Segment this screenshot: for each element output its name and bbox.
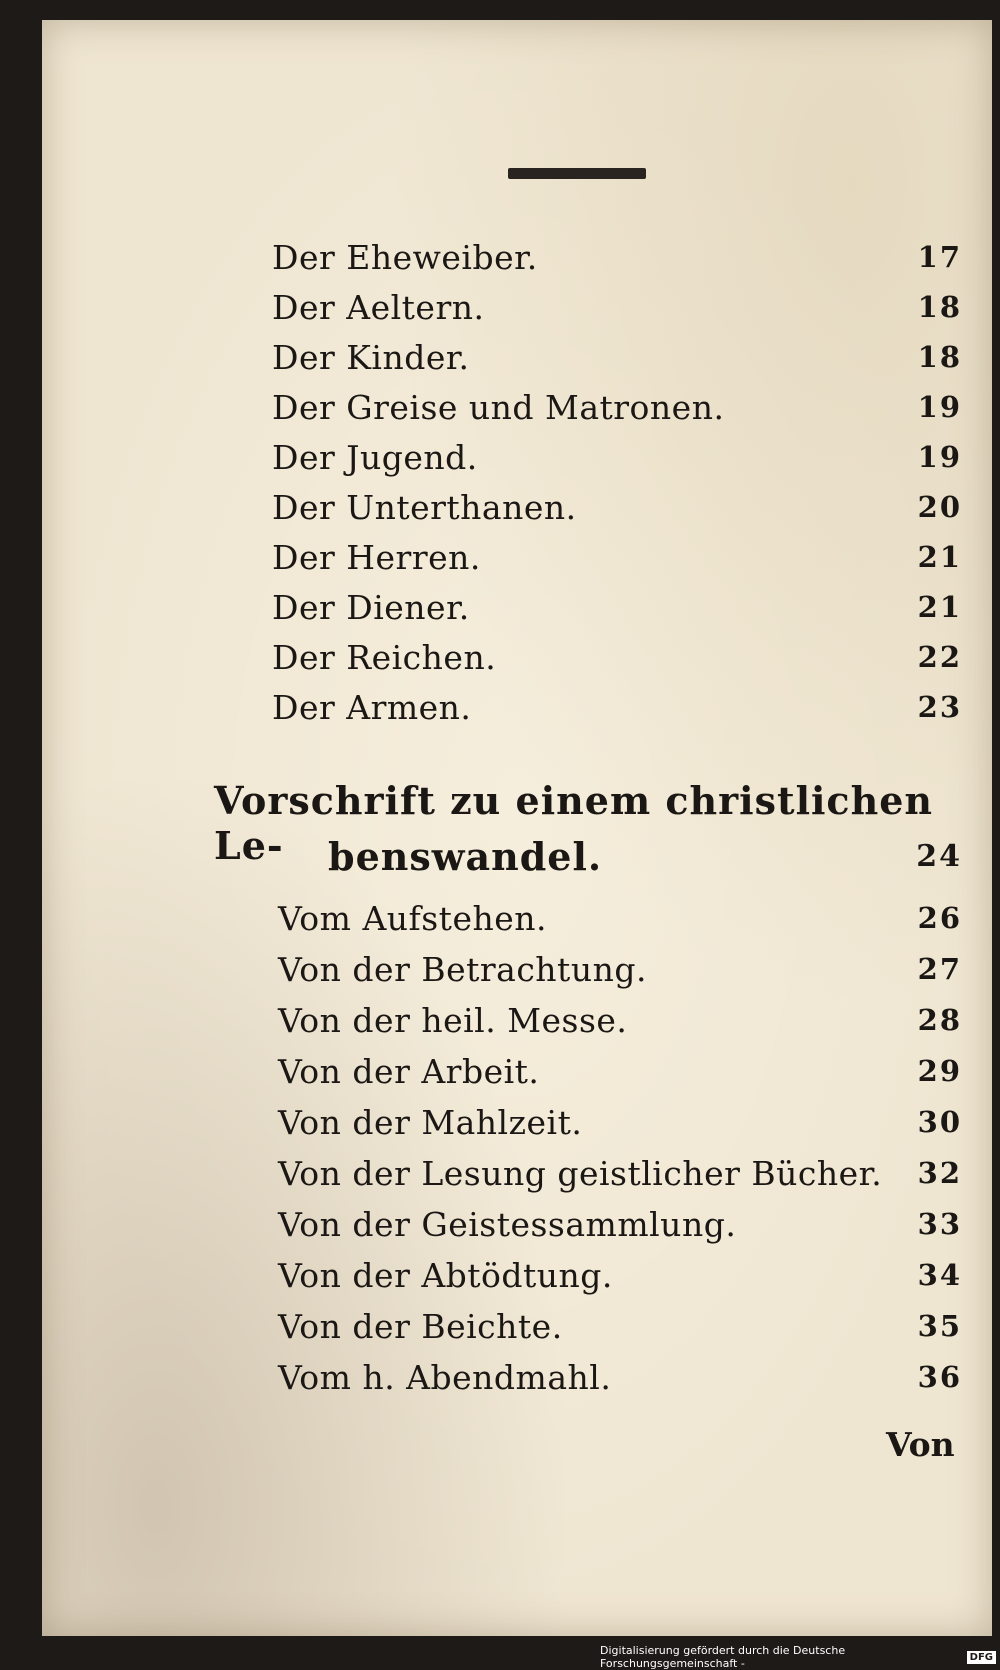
toc-entry xyxy=(278,1200,962,1248)
toc-entry-page: 19 xyxy=(917,440,962,474)
section-heading-line2: benswandel. xyxy=(328,833,603,879)
toc-entry-label: Der Unterthanen. xyxy=(272,487,577,527)
toc-entry xyxy=(278,1047,962,1095)
toc-entry-label: Von der Abtödtung. xyxy=(278,1255,613,1295)
toc-entry-label: Der Kinder. xyxy=(272,337,470,377)
toc-entry-page: 28 xyxy=(917,1003,962,1037)
toc-entry xyxy=(272,433,962,481)
toc-entry-page: 35 xyxy=(917,1309,962,1343)
toc-entry xyxy=(272,333,962,381)
toc-entry-page: 33 xyxy=(917,1207,962,1241)
toc-entry-page: 17 xyxy=(917,240,962,274)
toc-entry xyxy=(272,383,962,431)
toc-entry xyxy=(278,1098,962,1146)
toc-entry-page: 20 xyxy=(917,490,962,524)
toc-entry-label: Der Aeltern. xyxy=(272,287,485,327)
toc-entry-label: Von der Lesung geistlicher Bücher. xyxy=(278,1153,883,1193)
toc-entry xyxy=(278,1251,962,1299)
toc-entry xyxy=(278,996,962,1044)
toc-entry-label: Von der Mahlzeit. xyxy=(278,1102,583,1142)
toc-entry-label: Der Jugend. xyxy=(272,437,478,477)
toc-entry-page: 29 xyxy=(917,1054,962,1088)
toc-entry-page: 27 xyxy=(917,952,962,986)
toc-entry-label: Der Diener. xyxy=(272,587,470,627)
toc-entry-label: Von der heil. Messe. xyxy=(278,1000,628,1040)
toc-entry-label: Von der Betrachtung. xyxy=(278,949,647,989)
toc-entry-label: Von der Beichte. xyxy=(278,1306,563,1346)
toc-entry-page: 19 xyxy=(917,390,962,424)
toc-entry xyxy=(272,233,962,281)
toc-entry-page: 32 xyxy=(917,1156,962,1190)
toc-entry-page: 34 xyxy=(917,1258,962,1292)
toc-entry-label: Der Herren. xyxy=(272,537,481,577)
toc-entry xyxy=(278,1353,962,1401)
dfg-logo: DFG xyxy=(967,1651,996,1664)
catchword: Von xyxy=(886,1425,955,1464)
section-heading xyxy=(214,778,962,882)
toc-entry xyxy=(272,633,962,681)
digitization-footer xyxy=(600,1644,996,1670)
toc-entry-page: 26 xyxy=(917,901,962,935)
toc-entry xyxy=(278,1302,962,1350)
toc-entry-page: 30 xyxy=(917,1105,962,1139)
footer-text: Digitalisierung gefördert durch die Deutsche Forschungsgemeinschaft - xyxy=(600,1644,846,1670)
toc-entry-page: 36 xyxy=(917,1360,962,1394)
toc-entry-label: Von der Geistessammlung. xyxy=(278,1204,737,1244)
toc-entry-label: Der Armen. xyxy=(272,687,472,727)
ornamental-rule xyxy=(508,168,646,179)
toc-entry xyxy=(278,1149,962,1197)
toc-entry-page: 21 xyxy=(917,590,962,624)
toc-entry-label: Vom h. Abendmahl. xyxy=(278,1357,612,1397)
toc-entry-label: Der Eheweiber. xyxy=(272,237,538,277)
toc-entry-page: 23 xyxy=(917,690,962,724)
toc-entry-label: Von der Arbeit. xyxy=(278,1051,540,1091)
toc-entry-label: Der Reichen. xyxy=(272,637,497,677)
section-heading-page: 24 xyxy=(916,838,962,874)
toc-entry-page: 18 xyxy=(917,340,962,374)
toc-entry xyxy=(278,945,962,993)
toc-entry-page: 18 xyxy=(917,290,962,324)
toc-entry xyxy=(272,583,962,631)
toc-entry xyxy=(272,483,962,531)
toc-entry-page: 21 xyxy=(917,540,962,574)
toc-entry-page: 22 xyxy=(917,640,962,674)
toc-entry-label: Vom Aufstehen. xyxy=(278,898,548,938)
toc-entry xyxy=(272,283,962,331)
toc-entry xyxy=(278,894,962,942)
toc-entry-label: Der Greise und Matronen. xyxy=(272,387,725,427)
section-heading-line1: Vorschrift zu einem christlichen Le- xyxy=(214,778,934,868)
toc-entry xyxy=(272,533,962,581)
toc-entry xyxy=(272,683,962,731)
